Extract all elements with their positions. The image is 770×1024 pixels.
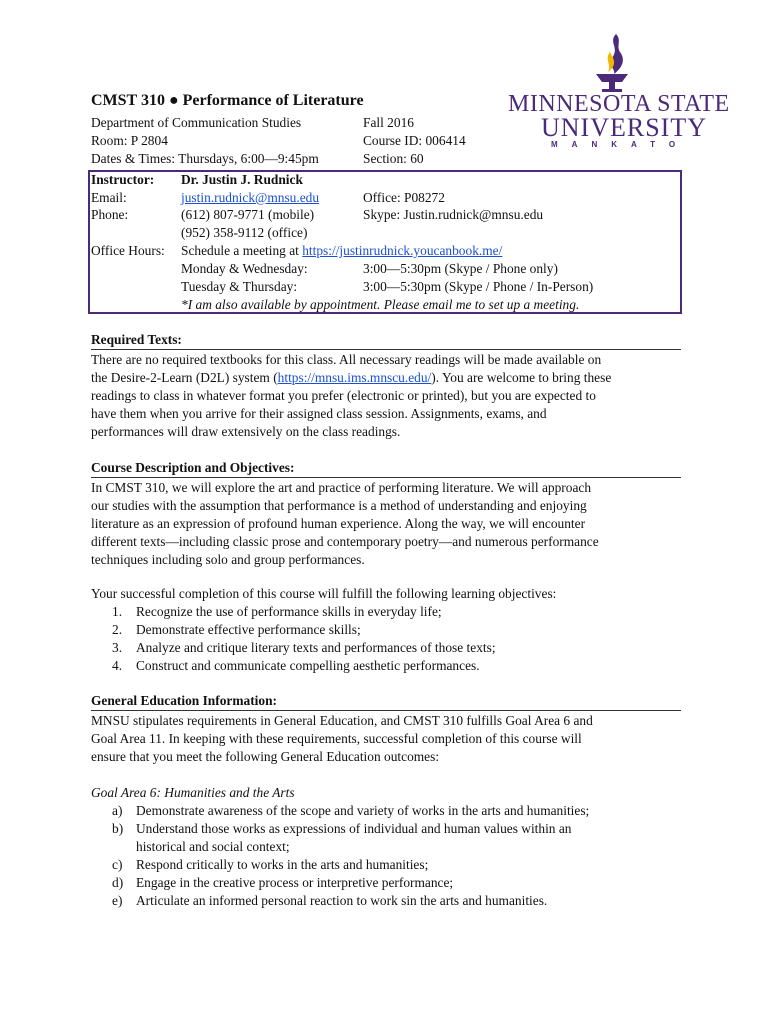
gen-ed-heading: General Education Information:: [91, 692, 681, 711]
tt-days: Tuesday & Thursday:: [181, 279, 298, 294]
list-item: historical and social context;: [136, 839, 290, 854]
instructor-name: Dr. Justin J. Rudnick: [181, 172, 303, 187]
list-item: 2. Demonstrate effective performance skills;: [112, 622, 361, 637]
paragraph-line: techniques including solo and group performances.: [91, 552, 365, 567]
gen-ed-body: [91, 712, 691, 766]
goals-list: [112, 802, 589, 910]
course-id: Course ID: 006414: [363, 133, 466, 148]
office-hours-label: Office Hours:: [91, 243, 165, 258]
paragraph-line: There are no required textbooks for this class. All necessary readings will be made available on: [91, 352, 602, 367]
office-hours-prefix: Schedule a meeting at: [181, 243, 303, 258]
list-item: b) Understand those works as expressions of individual and human values within an: [112, 821, 572, 836]
list-item: e) Articulate an informed personal reaction to work sin the arts and humanities.: [112, 893, 548, 908]
required-texts-heading: Required Texts:: [91, 331, 681, 350]
tt-time: 3:00—5:30pm (Skype / Phone / In-Person): [363, 279, 594, 294]
list-item: 1. Recognize the use of performance skills in everyday life;: [112, 604, 442, 619]
appointment-note: *I am also available by appointment. Please email me to set up a meeting.: [181, 297, 580, 312]
email-link[interactable]: justin.rudnick@mnsu.edu: [181, 190, 320, 205]
paragraph-line: In CMST 310, we will explore the art and practice of performing literature. We will approach: [91, 480, 592, 495]
room: Room: P 2804: [91, 133, 168, 148]
course-description-heading: Course Description and Objectives:: [91, 459, 681, 478]
paragraph-line: the Desire-2-Learn (D2L) system (https://mnsu.ims.mnscu.edu/). You are welcome to bring these: [91, 370, 612, 385]
section: Section: 60: [363, 151, 424, 166]
logo-wordmark-line3: MANKATO: [551, 140, 690, 149]
course-description-body: [91, 479, 691, 569]
office-hours-schedule: [181, 242, 502, 260]
logo-wordmark-line1: MINNESOTA STATE: [508, 91, 730, 117]
page-title: CMST 310 ● Performance of Literature: [91, 92, 364, 109]
phone-label: Phone:: [91, 207, 129, 222]
msu-torch-logo-icon: [586, 32, 638, 94]
list-item: 4. Construct and communicate compelling aesthetic performances.: [112, 658, 480, 673]
paragraph-line: MNSU stipulates requirements in General Education, and CMST 310 fulfills Goal Area 6 and: [91, 713, 593, 728]
list-item: 3. Analyze and critique literary texts and performances of those texts;: [112, 640, 496, 655]
goal-area-heading: Goal Area 6: Humanities and the Arts: [91, 785, 295, 800]
phone-mobile: (612) 807-9771 (mobile): [181, 207, 315, 222]
logo-wordmark-line2: UNIVERSITY: [541, 113, 707, 142]
required-texts-body: [91, 351, 691, 441]
department: Department of Communication Studies: [91, 115, 302, 130]
phone-office: (952) 358-9112 (office): [181, 225, 308, 240]
list-item: a) Demonstrate awareness of the scope and variety of works in the arts and humanities;: [112, 803, 590, 818]
paragraph-line: ensure that you meet the following General Education outcomes:: [91, 749, 440, 764]
paragraph-line: have them when you arrive for their assigned class session. Assignments, exams, and: [91, 406, 547, 421]
instructor-label: Instructor:: [91, 172, 155, 187]
paragraph-line: different texts—including classic prose and contemporary poetry—and numerous performance: [91, 534, 599, 549]
paragraph-line: literature as an expression of profound human experience. Along the way, we will encounter: [91, 516, 586, 531]
dates-times: Dates & Times: Thursdays, 6:00—9:45pm: [91, 151, 319, 166]
paragraph-line: readings to class in whatever format you prefer (electronic or printed), but you are expected to: [91, 388, 596, 403]
office-location: Office: P08272: [363, 190, 445, 205]
paragraph-line: our studies with the assumption that performance is a method of understanding and enjoying: [91, 498, 587, 513]
skype-id: Skype: Justin.rudnick@mnsu.edu: [363, 207, 544, 222]
mw-time: 3:00—5:30pm (Skype / Phone only): [363, 261, 558, 276]
email-label: Email:: [91, 190, 127, 205]
paragraph-line: performances will draw extensively on the class readings.: [91, 424, 401, 439]
objectives-intro: Your successful completion of this course will fulfill the following learning objectives:: [91, 586, 557, 601]
list-item: d) Engage in the creative process or interpretive performance;: [112, 875, 454, 890]
objectives-list: [112, 603, 496, 675]
booking-link[interactable]: https://justinrudnick.youcanbook.me/: [302, 243, 503, 258]
mw-days: Monday & Wednesday:: [181, 261, 308, 276]
paragraph-line: Goal Area 11. In keeping with these requirements, successful completion of this course will: [91, 731, 582, 746]
d2l-link[interactable]: https://mnsu.ims.mnscu.edu/: [277, 370, 432, 385]
term: Fall 2016: [363, 115, 414, 130]
list-item: c) Respond critically to works in the arts and humanities;: [112, 857, 429, 872]
